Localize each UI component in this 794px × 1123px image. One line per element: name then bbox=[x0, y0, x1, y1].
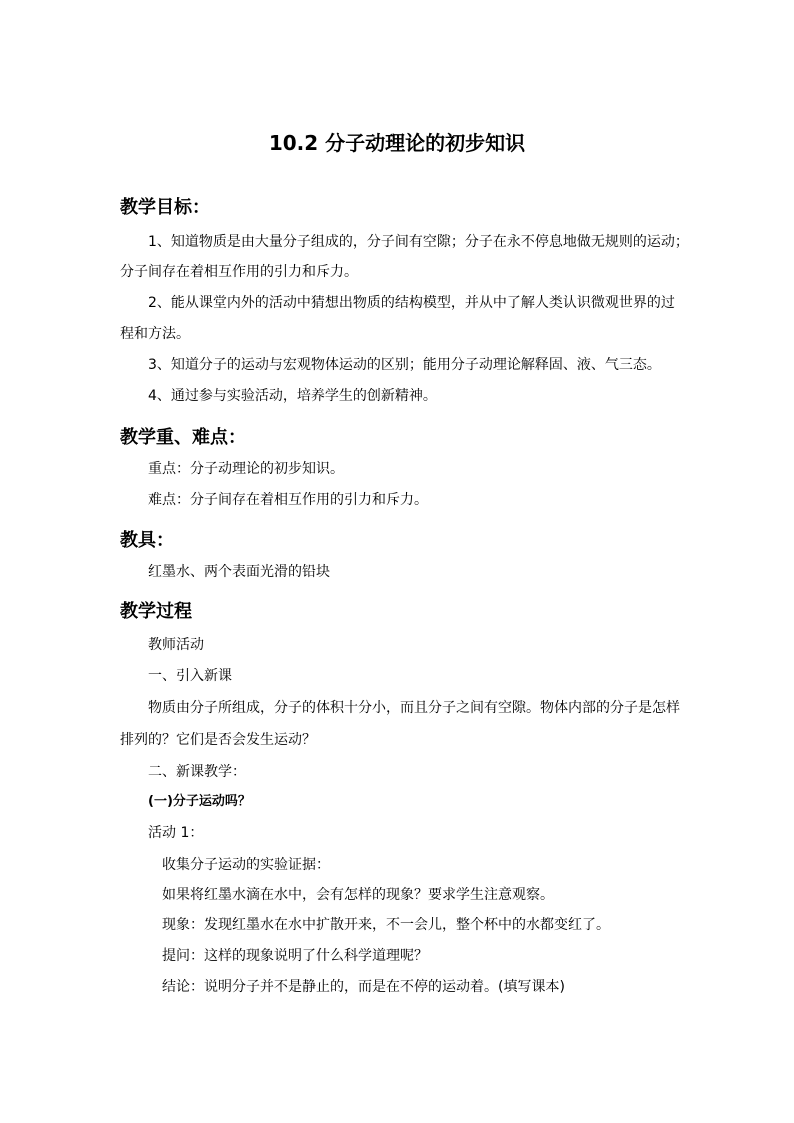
process-line: 一、引入新课 bbox=[148, 668, 232, 684]
objective-line: 2、能从课堂内外的活动中猜想出物质的结构模型，并从中了解人类认识微观世界的过 bbox=[148, 295, 675, 311]
process-subheading: (一)分子运动吗？ bbox=[148, 794, 251, 809]
process-line: 排列的？它们是否会发生运动？ bbox=[120, 732, 316, 748]
process-line: 结论：说明分子并不是静止的，而是在不停的运动着。(填写课本) bbox=[162, 979, 565, 995]
objectives-heading: 教学目标： bbox=[120, 197, 210, 218]
keypoint-line: 重点：分子动理论的初步知识。 bbox=[148, 461, 344, 477]
process-heading: 教学过程 bbox=[120, 601, 192, 622]
process-line: 如果将红墨水滴在水中，会有怎样的现象？要求学生注意观察。 bbox=[162, 887, 554, 903]
process-line: 现象：发现红墨水在水中扩散开来，不一会儿，整个杯中的水都变红了。 bbox=[162, 917, 610, 933]
document-title: 10.2 分子动理论的初步知识 bbox=[268, 131, 526, 155]
process-line: 收集分子运动的实验证据： bbox=[162, 857, 330, 873]
tools-heading: 教具： bbox=[120, 530, 174, 551]
objective-line: 4、通过参与实验活动，培养学生的创新精神。 bbox=[148, 388, 437, 404]
keypoint-line: 难点：分子间存在着相互作用的引力和斥力。 bbox=[148, 492, 428, 508]
process-line: 物质由分子所组成，分子的体积十分小，而且分子之间有空隙。物体内部的分子是怎样 bbox=[148, 700, 680, 716]
process-line: 教师活动 bbox=[148, 637, 204, 653]
objective-line: 1、知道物质是由大量分子组成的，分子间有空隙；分子在永不停息地做无规则的运动； bbox=[148, 234, 689, 250]
objective-line: 分子间存在着相互作用的引力和斥力。 bbox=[120, 264, 358, 280]
process-line: 提问：这样的现象说明了什么科学道理呢？ bbox=[162, 948, 428, 964]
keypoints-heading: 教学重、难点： bbox=[120, 427, 246, 448]
process-line: 二、新课教学： bbox=[148, 764, 246, 780]
process-line: 活动 1： bbox=[148, 825, 204, 841]
tools-line: 红墨水、两个表面光滑的铅块 bbox=[148, 564, 330, 580]
objective-line: 3、知道分子的运动与宏观物体运动的区别；能用分子动理论解释固、液、气三态。 bbox=[148, 357, 661, 373]
objective-line: 程和方法。 bbox=[120, 326, 190, 342]
